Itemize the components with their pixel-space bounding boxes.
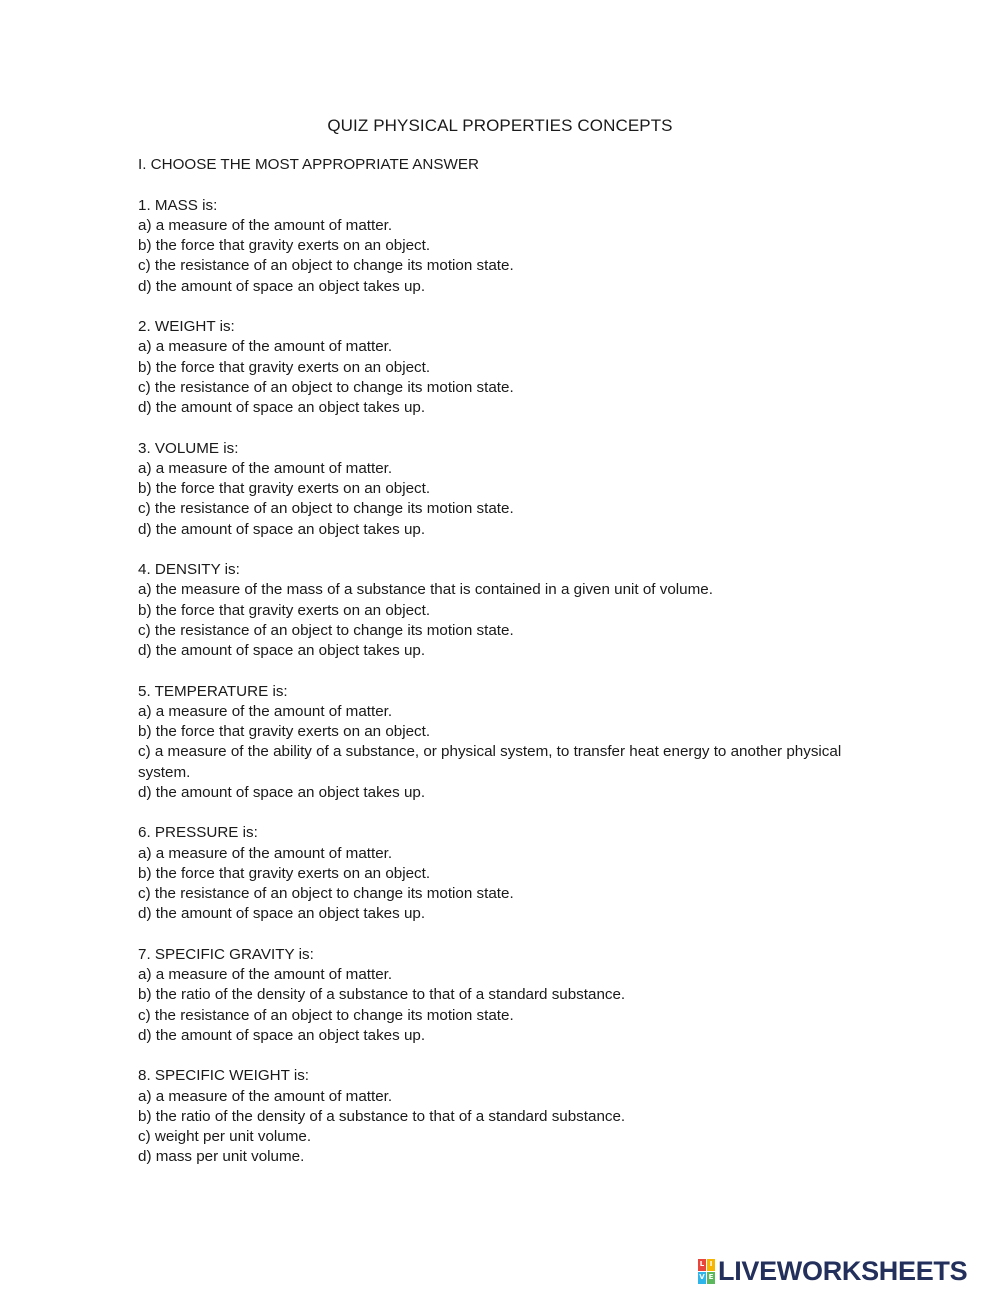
page-title: QUIZ PHYSICAL PROPERTIES CONCEPTS xyxy=(327,116,673,135)
answer-option: b) the force that gravity exerts on an object. xyxy=(138,723,431,740)
question-prompt: 8. SPECIFIC WEIGHT is: xyxy=(138,1067,310,1085)
question-prompt: 6. PRESSURE is: xyxy=(138,824,258,842)
answer-option: c) weight per unit volume. xyxy=(138,1128,312,1145)
logo-block-l: L xyxy=(698,1259,706,1271)
answer-option: b) the force that gravity exerts on an object. xyxy=(138,601,431,619)
answer-option: c) the resistance of an object to change its motion state. xyxy=(138,378,514,396)
answer-option: b) the force that gravity exerts on an object. xyxy=(138,358,431,376)
question-prompt: 1. MASS is: xyxy=(138,196,218,214)
question-3 xyxy=(138,439,858,540)
answer-option: a) a measure of the amount of matter. xyxy=(138,966,393,983)
answer-option: c) the resistance of an object to change its motion state. xyxy=(138,257,514,275)
answer-option: a) the measure of the mass of a substance that is contained in a given unit of volume. xyxy=(138,581,713,599)
question-prompt: 5. TEMPERATURE is: xyxy=(138,682,288,700)
answer-option: a) a measure of the amount of matter. xyxy=(138,338,393,356)
answer-option: b) the force that gravity exerts on an object. xyxy=(138,864,431,882)
question-prompt: 7. SPECIFIC GRAVITY is: xyxy=(138,945,314,963)
answer-option: d) the amount of space an object takes up. xyxy=(138,783,426,801)
answer-option: c) the resistance of an object to change its motion state. xyxy=(138,1006,514,1024)
answer-option: d) the amount of space an object takes up. xyxy=(138,1026,426,1044)
answer-option: a) a measure of the amount of matter. xyxy=(138,1087,393,1105)
answer-option: d) the amount of space an object takes up. xyxy=(138,277,426,295)
answer-option: a) a measure of the amount of matter. xyxy=(138,844,393,862)
answer-option: b) the ratio of the density of a substance to that of a standard substance. xyxy=(138,986,626,1004)
answer-option: c) the resistance of an object to change its motion state. xyxy=(138,500,514,518)
question-5 xyxy=(138,682,858,804)
answer-option: d) the amount of space an object takes up. xyxy=(138,905,426,923)
liveworksheets-logo xyxy=(698,1258,967,1284)
logo-block-e: E xyxy=(707,1272,715,1284)
question-6 xyxy=(138,823,858,924)
answer-option: b) the force that gravity exerts on an object. xyxy=(138,237,431,254)
answer-option: d) the amount of space an object takes up. xyxy=(138,520,426,538)
answer-option: d) the amount of space an object takes up. xyxy=(138,399,426,416)
logo-blocks-icon xyxy=(698,1259,715,1284)
answer-option: b) the force that gravity exerts on an object. xyxy=(138,480,431,497)
answer-option: b) the ratio of the density of a substance to that of a standard substance. xyxy=(138,1107,626,1125)
answer-option: c) the resistance of an object to change its motion state. xyxy=(138,621,514,639)
answer-option: a) a measure of the amount of matter. xyxy=(138,702,393,720)
section-heading: I. CHOOSE THE MOST APPROPRIATE ANSWER xyxy=(138,156,479,173)
question-prompt: 3. VOLUME is: xyxy=(138,439,239,457)
answer-option: a) a measure of the amount of matter. xyxy=(138,216,393,234)
logo-block-i: I xyxy=(707,1259,715,1271)
answer-option: a) a measure of the amount of matter. xyxy=(138,459,393,477)
question-prompt: 2. WEIGHT is: xyxy=(138,318,235,335)
logo-block-v: V xyxy=(698,1272,706,1284)
answer-option: c) the resistance of an object to change its motion state. xyxy=(138,885,514,902)
question-4 xyxy=(138,560,858,661)
answer-option: d) the amount of space an object takes up. xyxy=(138,642,426,659)
question-8 xyxy=(138,1066,858,1167)
quiz-content xyxy=(138,155,858,1188)
answer-option: c) a measure of the ability of a substance, or physical system, to transfer heat energy to another physical system. xyxy=(138,743,842,781)
question-2 xyxy=(138,317,858,418)
question-7 xyxy=(138,945,858,1046)
question-prompt: 4. DENSITY is: xyxy=(138,561,240,578)
answer-option: d) mass per unit volume. xyxy=(138,1148,305,1166)
logo-text: LIVEWORKSHEETS xyxy=(718,1256,968,1286)
question-1 xyxy=(138,196,858,297)
